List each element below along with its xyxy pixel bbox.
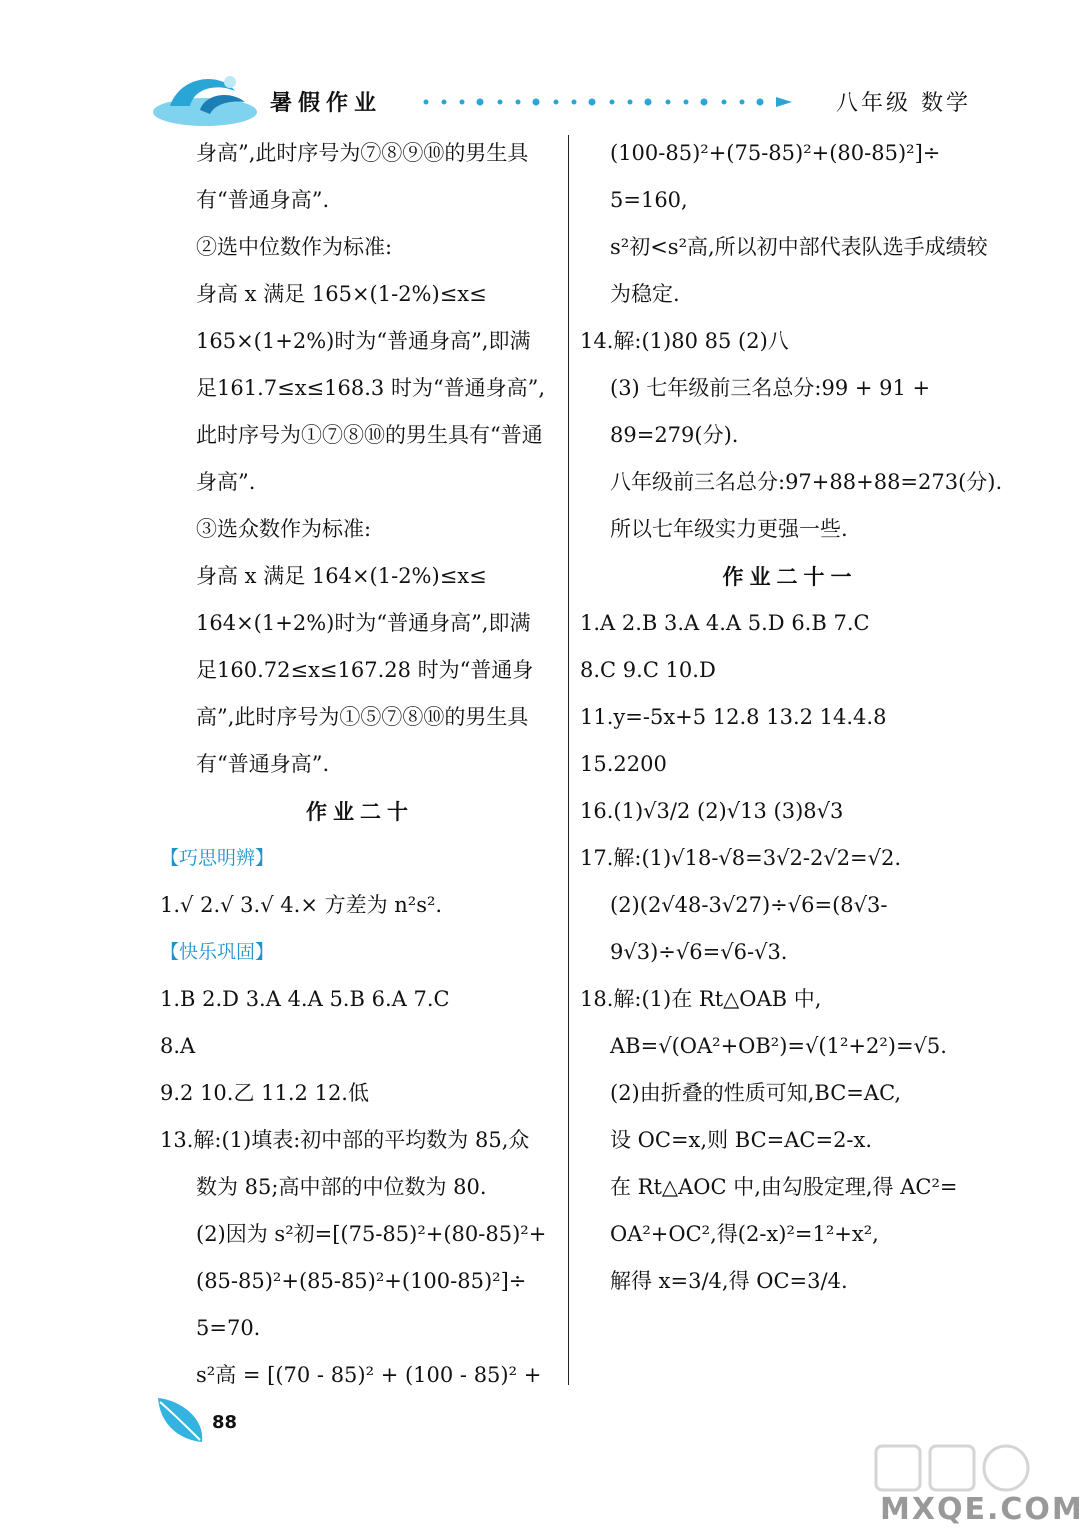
text-line: 9.2 10.乙 11.2 12.低 xyxy=(160,1081,369,1105)
leaf-icon xyxy=(150,1390,210,1450)
text-line: 身高 x 满足 164×(1-2%)≤x≤ xyxy=(196,564,487,588)
text-line: 为稳定. xyxy=(610,282,680,306)
section-heading: 作业二十 xyxy=(306,799,414,824)
watermark-text: MXQE.COM xyxy=(880,1492,1084,1527)
page-number: 88 xyxy=(212,1412,238,1433)
text-line: 身高 x 满足 165×(1-2%)≤x≤ xyxy=(196,282,487,306)
text-line: 9√3)÷√6=√6-√3. xyxy=(610,940,788,964)
text-line: 数为 85;高中部的中位数为 80. xyxy=(196,1175,487,1199)
text-line: 13.解:(1)填表:初中部的平均数为 85,众 xyxy=(160,1128,530,1152)
text-line: s²初<s²高,所以初中部代表队选手成绩较 xyxy=(610,235,988,259)
column-divider xyxy=(568,135,569,1385)
text-line: OA²+OC²,得(2-x)²=1²+x², xyxy=(610,1222,879,1246)
text-line: 在 Rt△AOC 中,由勾股定理,得 AC²= xyxy=(610,1175,958,1199)
text-line: 89=279(分). xyxy=(610,423,739,447)
text-line: 高”,此时序号为①⑤⑦⑧⑩的男生具 xyxy=(196,705,529,729)
text-line: ②选中位数作为标准: xyxy=(196,235,393,259)
text-line: 此时序号为①⑦⑧⑩的男生具有“普通 xyxy=(196,423,543,447)
text-line: (2)因为 s²初=[(75-85)²+(80-85)²+ xyxy=(196,1222,547,1246)
text-line: 18.解:(1)在 Rt△OAB 中, xyxy=(580,987,822,1011)
grade-subject: 八年级 数学 xyxy=(836,91,971,116)
text-line: 1.A 2.B 3.A 4.A 5.D 6.B 7.C xyxy=(580,611,870,635)
text-line: 1.√ 2.√ 3.√ 4.× 方差为 n²s². xyxy=(160,893,443,917)
text-line: 17.解:(1)√18-√8=3√2-2√2=√2. xyxy=(580,846,902,870)
text-line: 11.y=-5x+5 12.8 13.2 14.4.8 xyxy=(580,705,887,729)
text-line: 八年级前三名总分:97+88+88=273(分). xyxy=(610,470,1003,494)
decorative-dot-line xyxy=(420,96,800,108)
section-tag: 【巧思明辨】 xyxy=(160,847,275,869)
text-line: 身高”,此时序号为⑦⑧⑨⑩的男生具 xyxy=(196,141,529,165)
text-line: 所以七年级实力更强一些. xyxy=(610,517,848,541)
left-column xyxy=(160,130,560,1399)
text-line: (3) 七年级前三名总分:99 + 91 + xyxy=(610,376,931,400)
text-line: (2)由折叠的性质可知,BC=AC, xyxy=(610,1081,902,1105)
summer-logo-icon xyxy=(150,66,260,130)
text-line: 设 OC=x,则 BC=AC=2-x. xyxy=(610,1128,873,1152)
text-line: 8.C 9.C 10.D xyxy=(580,658,716,682)
text-line: 身高”. xyxy=(196,470,256,494)
section-tag: 【快乐巩固】 xyxy=(160,941,275,963)
text-line: ③选众数作为标准: xyxy=(196,517,372,541)
text-line: (85-85)²+(85-85)²+(100-85)²]÷ xyxy=(196,1269,527,1293)
text-line: 1.B 2.D 3.A 4.A 5.B 6.A 7.C xyxy=(160,987,450,1011)
text-line: 8.A xyxy=(160,1034,196,1058)
text-line: 解得 x=3/4,得 OC=3/4. xyxy=(610,1269,848,1293)
text-line: 165×(1+2%)时为“普通身高”,即满 xyxy=(196,329,531,353)
text-line: 足161.7≤x≤168.3 时为“普通身高”, xyxy=(196,376,546,400)
text-line: 14.解:(1)80 85 (2)八 xyxy=(580,329,789,353)
right-column xyxy=(580,130,1003,1305)
text-line: 164×(1+2%)时为“普通身高”,即满 xyxy=(196,611,531,635)
text-line: 足160.72≤x≤167.28 时为“普通身 xyxy=(196,658,534,682)
page-header xyxy=(0,0,1050,140)
text-line: (100-85)²+(75-85)²+(80-85)²]÷ xyxy=(610,141,941,165)
text-line: 5=70. xyxy=(196,1316,261,1340)
text-line: (2)(2√48-3√27)÷√6=(8√3- xyxy=(610,893,888,917)
text-line: 16.(1)√3/2 (2)√13 (3)8√3 xyxy=(580,799,844,823)
book-title: 暑假作业 xyxy=(270,90,383,116)
text-line: 5=160, xyxy=(610,188,688,212)
text-line: s²高 = [(70 - 85)² + (100 - 85)² + xyxy=(196,1363,542,1387)
text-line: 有“普通身高”. xyxy=(196,752,330,776)
text-line: AB=√(OA²+OB²)=√(1²+2²)=√5. xyxy=(610,1034,947,1058)
text-line: 有“普通身高”. xyxy=(196,188,330,212)
text-line: 15.2200 xyxy=(580,752,667,776)
section-heading: 作业二十一 xyxy=(722,564,858,589)
